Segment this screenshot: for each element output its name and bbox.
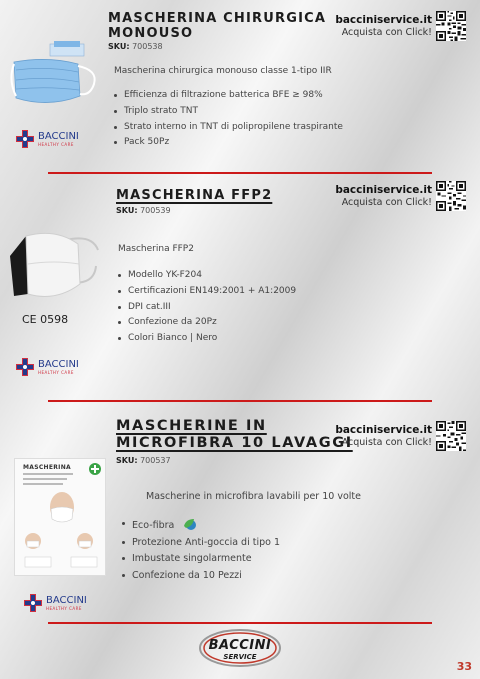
- product-sku: SKU: 700538: [108, 42, 163, 51]
- cross-logo-icon: [22, 594, 44, 612]
- list-item: DPI cat.III: [118, 300, 296, 316]
- baccini-logo: BACCINI HEALTHY CARE: [22, 594, 87, 612]
- shop-link[interactable]: bacciniservice.it Acquista con Click!: [335, 14, 432, 39]
- product-sku: SKU: 700539: [116, 206, 171, 215]
- list-item: Efficienza di filtrazione batterica BFE ≥ 98%: [114, 88, 343, 104]
- list-item: Eco-fibra: [122, 516, 280, 535]
- divider: [48, 400, 432, 402]
- list-item: Protezione Anti-goccia di tipo 1: [122, 535, 280, 552]
- product-title: MASCHERINA FFP2: [116, 188, 273, 203]
- surgical-mask-image: [8, 40, 100, 112]
- product-box-image: MASCHERINA: [14, 458, 106, 576]
- list-item: Colori Bianco | Nero: [118, 331, 296, 347]
- product-title: MASCHERINE IN MICROFIBRA 10 LAVAGGI: [116, 418, 353, 451]
- ffp2-mask-image: [6, 226, 102, 306]
- baccini-service-logo: BACCINI SERVICE: [198, 628, 282, 668]
- feature-list: [122, 516, 280, 585]
- cross-logo-icon: [14, 358, 36, 376]
- product-sku: SKU: 700537: [116, 456, 171, 465]
- list-item: Pack 50Pz: [114, 135, 343, 151]
- feature-list: [114, 88, 343, 151]
- face-with-mask-image: [45, 489, 79, 527]
- baccini-logo: BACCINI HEALTHY CARE: [14, 358, 79, 376]
- divider: [48, 622, 432, 624]
- shop-link[interactable]: bacciniservice.it Acquista con Click!: [335, 424, 432, 449]
- list-item: Modello YK-F204: [118, 268, 296, 284]
- list-item: Certificazioni EN149:2001 + A1:2009: [118, 284, 296, 300]
- list-item: Confezione da 20Pz: [118, 315, 296, 331]
- ce-mark: CE 0598: [22, 313, 69, 326]
- product-description: Mascherina chirurgica monouso classe 1-tipo IIR: [114, 66, 332, 76]
- mask-variants-image: [19, 531, 103, 571]
- shop-link[interactable]: bacciniservice.it Acquista con Click!: [335, 184, 432, 209]
- list-item: Triplo strato TNT: [114, 104, 343, 120]
- feature-list: [118, 268, 296, 347]
- list-item: Confezione da 10 Pezzi: [122, 568, 280, 585]
- product-title: MASCHERINA CHIRURGICA MONOUSO: [108, 11, 327, 41]
- list-item: Imbustate singolarmente: [122, 551, 280, 568]
- qr-code[interactable]: [436, 421, 466, 451]
- divider: [48, 172, 432, 174]
- green-cross-icon: [89, 463, 101, 475]
- page-number: 33: [456, 660, 472, 673]
- qr-code[interactable]: [436, 181, 466, 211]
- list-item: Strato interno in TNT di polipropilene traspirante: [114, 120, 343, 136]
- baccini-logo: BACCINI HEALTHY CARE: [14, 130, 79, 148]
- eco-leaf-icon: [183, 518, 197, 530]
- qr-code[interactable]: [436, 11, 466, 41]
- product-description: Mascherine in microfibra lavabili per 10 volte: [146, 491, 361, 502]
- cross-logo-icon: [14, 130, 36, 148]
- product-description: Mascherina FFP2: [118, 244, 194, 254]
